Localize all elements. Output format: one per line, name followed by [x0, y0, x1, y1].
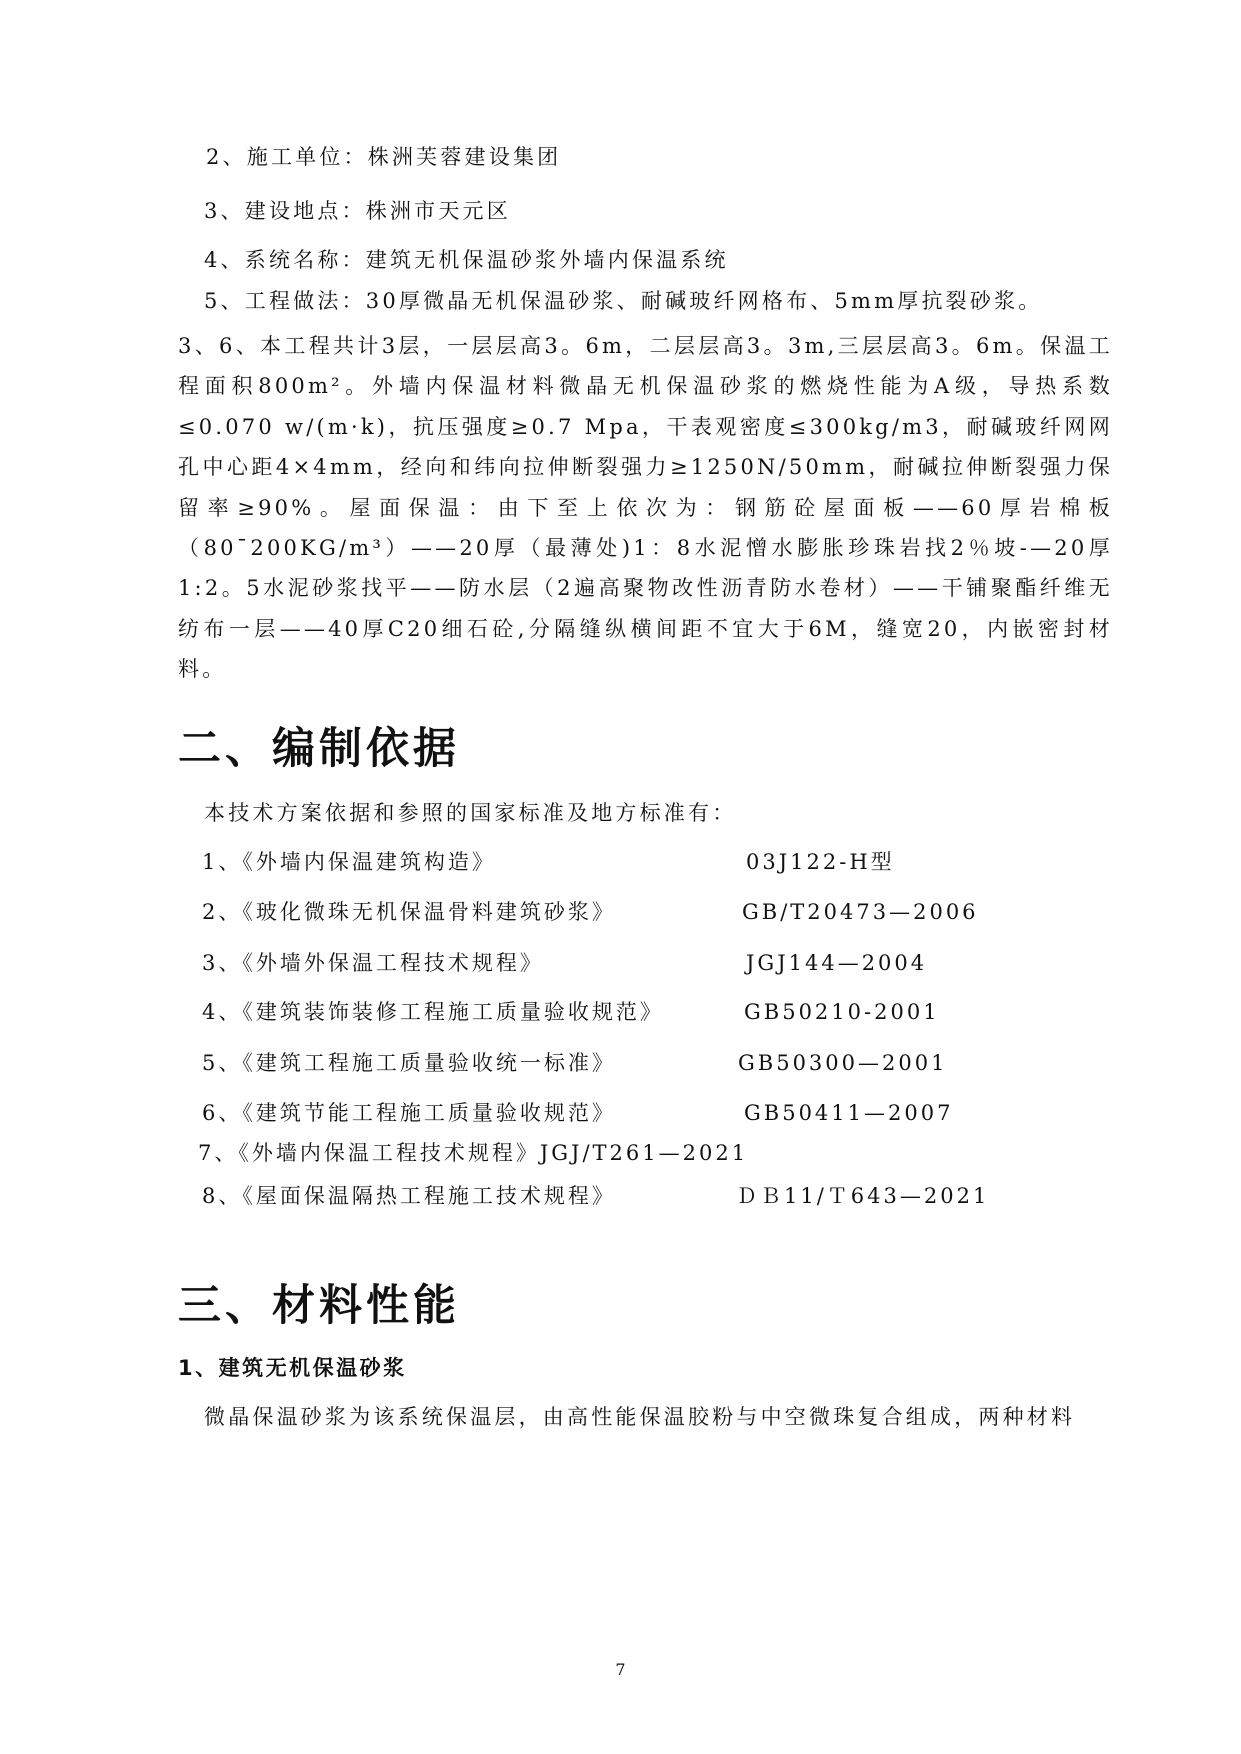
project-description-paragraph: 3、6、本工程共计3层，一层层高3。6m，二层层高3。3m,三层层高3。6m。保温工程面积800m²。外墙内保温材料微晶无机保温砂浆的燃烧性能为A级，导热系数≤0.070 w/(m·k)，抗压强度≥0.7 Mpa，干表观密度≤300kg/m3，耐碱玻纤网网孔中心距4×4mm，经向和纬向拉伸断裂强力≥1250N/50mm，耐碱拉伸断裂强力保留率≥90%。屋面保温：由下至上依次为：钢筋砼屋面板——60厚岩棉板（80¯200KG/m³）——20厚（最薄处)1：8水泥憎水膨胀珍珠岩找2％坡-—20厚1:2。5水泥砂浆找平——防水层（2遍高聚物改性沥青防水卷材）——干铺聚酯纤维无纺布一层——40厚C20细石砼,分隔缝纵横间距不宜大于6M，缝宽20，内嵌密封材料。 — [178, 334, 1114, 682]
section-three-subheading: 1、建筑无机保温砂浆 — [178, 1356, 407, 1380]
info-item-construction-unit: 2、施工单位：株洲芙蓉建设集团 — [206, 145, 562, 169]
reference-title: 5、《建筑工程施工质量验收统一标准》 — [202, 1051, 616, 1075]
section-three-heading: 三、材料性能 — [178, 1281, 460, 1331]
reference-code: GB50300—2001 — [738, 1051, 948, 1075]
reference-title: 7、《外墙内保温工程技术规程》JGJ/T261—2021 — [198, 1141, 749, 1165]
page-number: 7 — [615, 1660, 626, 1679]
info-item-location: 3、建设地点：株洲市天元区 — [204, 199, 511, 223]
reference-code: GB50411—2007 — [744, 1101, 954, 1125]
reference-title: 6、《建筑节能工程施工质量验收规范》 — [202, 1101, 616, 1125]
info-item-system-name: 4、系统名称：建筑无机保温砂浆外墙内保温系统 — [204, 248, 729, 272]
reference-code: 03J122-H型 — [746, 850, 895, 874]
reference-code: ＤＢ11/Ｔ643—2021 — [736, 1184, 990, 1208]
reference-title: 8、《屋面保温隔热工程施工技术规程》 — [202, 1184, 616, 1208]
reference-title: 2、《玻化微珠无机保温骨料建筑砂浆》 — [202, 900, 616, 924]
reference-title: 1、《外墙内保温建筑构造》 — [202, 850, 496, 874]
reference-code: JGJ144—2004 — [746, 951, 928, 975]
section-two-heading: 二、编制依据 — [178, 724, 460, 774]
section-three-paragraph: 微晶保温砂浆为该系统保温层，由高性能保温胶粉与中空微珠复合组成，两种材料 — [204, 1405, 1076, 1429]
reference-code: GB50210-2001 — [744, 1000, 940, 1024]
reference-code: GB/T20473—2006 — [742, 900, 979, 924]
info-item-method: 5、工程做法：30厚微晶无机保温砂浆、耐碱玻纤网格布、5mm厚抗裂砂浆。 — [204, 289, 1043, 313]
reference-title: 4、《建筑装饰装修工程施工质量验收规范》 — [202, 1000, 664, 1024]
reference-title: 3、《外墙外保温工程技术规程》 — [202, 951, 544, 975]
section-two-intro: 本技术方案依据和参照的国家标准及地方标准有： — [204, 801, 737, 825]
